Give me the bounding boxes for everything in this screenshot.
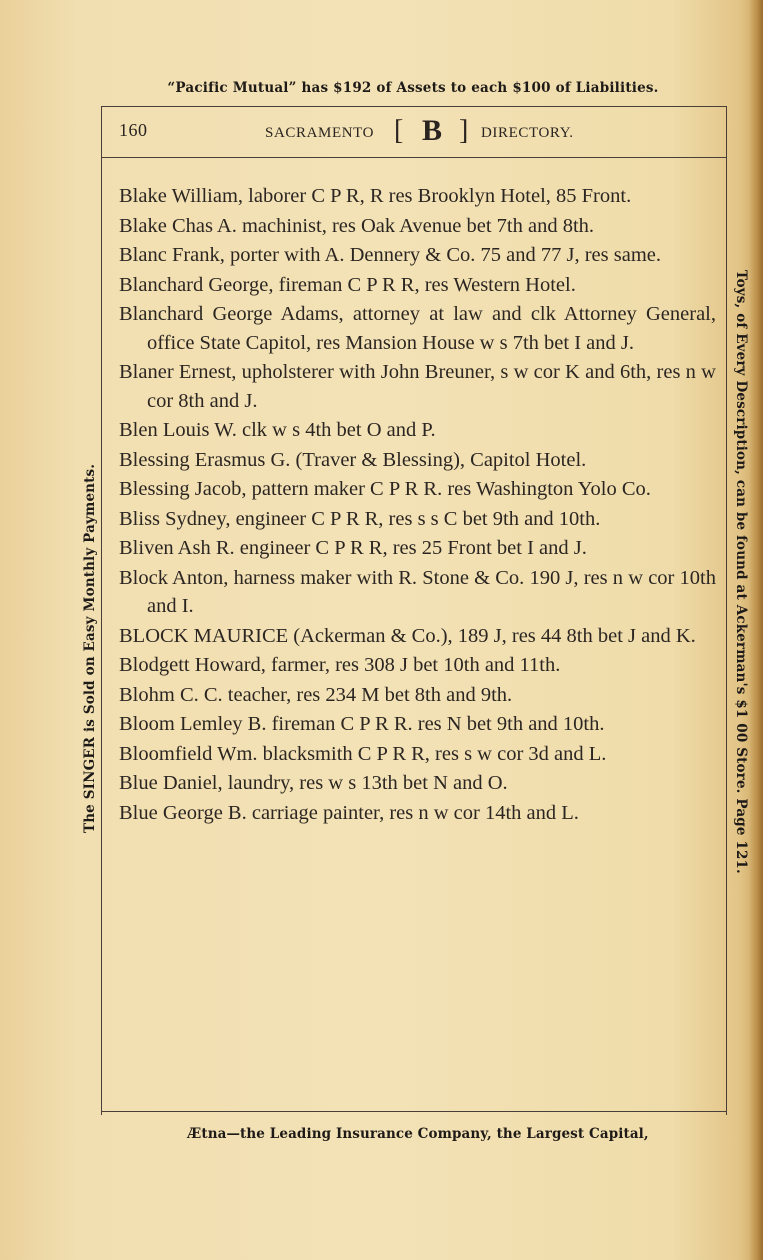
header-bracket-open: [ <box>394 115 404 146</box>
header-section: DIRECTORY. <box>481 125 574 141</box>
header-city: SACRAMENTO <box>265 125 375 141</box>
header-title <box>265 116 705 152</box>
directory-entry: Blanchard George, fireman C P R R, res Western Hotel. <box>119 273 576 296</box>
frame-bottom-rule <box>101 1111 727 1112</box>
directory-entry: Blue George B. carriage painter, res n w cor 14th and L. <box>119 801 579 824</box>
directory-entry: Blake William, laborer C P R, R res Brooklyn Hotel, 85 Front. <box>119 185 632 207</box>
page-number: 160 <box>119 120 148 140</box>
directory-entry: BLOCK MAURICE (Ackerman & Co.), 189 J, res 44 8th bet J and K. <box>119 624 696 647</box>
right-margin-advertisement: Toys, of Every Description, can be found at Ackerman's $1 00 Store. Page 121. <box>733 270 749 874</box>
header-bracket-close: ] <box>459 115 469 146</box>
directory-entries <box>119 182 716 828</box>
page-edge-shadow <box>749 0 763 1260</box>
directory-entry: Blue Daniel, laundry, res w s 13th bet N and O. <box>119 772 508 794</box>
directory-entry: Blessing Erasmus G. (Traver & Blessing), Capitol Hotel. <box>119 448 587 471</box>
header-letter: B <box>422 114 443 147</box>
directory-entry: Blodgett Howard, farmer, res 308 J bet 10th and 11th. <box>119 654 561 676</box>
directory-entry: Blaner Ernest, upholsterer with John Breuner, s w cor K and 6th, res n w cor 8th and J. <box>119 361 716 412</box>
header-rule <box>101 157 727 158</box>
left-margin-advertisement: The SINGER is Sold on Easy Monthly Payments. <box>82 463 98 833</box>
directory-entry: Blessing Jacob, pattern maker C P R R. res Washington Yolo Co. <box>119 478 651 500</box>
directory-entry: Bloomfield Wm. blacksmith C P R R, res s w cor 3d and L. <box>119 742 607 765</box>
directory-entry: Blen Louis W. clk w s 4th bet O and P. <box>119 419 436 441</box>
directory-entry: Bliss Sydney, engineer C P R R, res s s C bet 9th and 10th. <box>119 507 601 530</box>
directory-entry: Block Anton, harness maker with R. Stone & Co. 190 J, res n w cor 10th and I. <box>119 566 716 617</box>
bottom-advertisement: Ætna—the Leading Insurance Company, the Largest Capital, <box>187 1126 649 1142</box>
directory-entry: Bliven Ash R. engineer C P R R, res 25 Front bet I and J. <box>119 537 587 559</box>
directory-entry: Bloom Lemley B. fireman C P R R. res N bet 9th and 10th. <box>119 713 605 735</box>
directory-entry: Blohm C. C. teacher, res 234 M bet 8th and 9th. <box>119 683 513 706</box>
top-advertisement: “Pacific Mutual” has $192 of Assets to each $100 of Liabilities. <box>167 80 659 96</box>
running-header <box>119 116 714 152</box>
directory-entry: Blanchard George Adams, attorney at law and clk Attorney General, office State Capitol, res Mansion House w s 7th bet I and J. <box>119 303 716 354</box>
directory-entry: Blanc Frank, porter with A. Dennery & Co. 75 and 77 J, res same. <box>119 244 662 266</box>
directory-entry: Blake Chas A. machinist, res Oak Avenue bet 7th and 8th. <box>119 214 595 237</box>
